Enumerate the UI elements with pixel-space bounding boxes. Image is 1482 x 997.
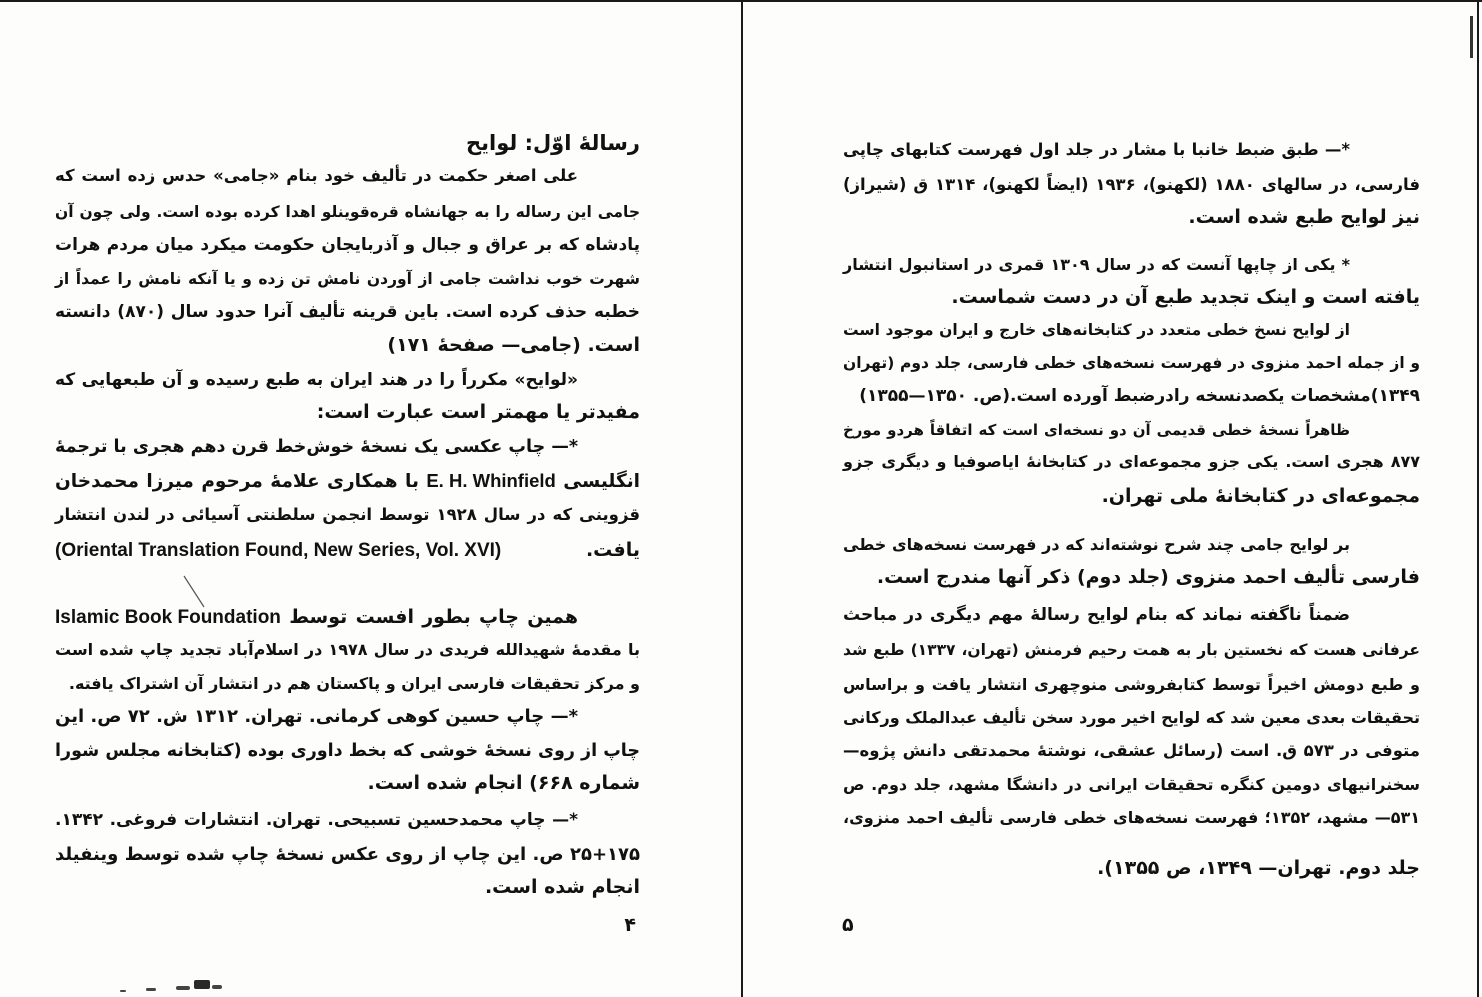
translator-name: E. H. Whinfield — [426, 470, 556, 491]
right-page-line-02: فارسی، در سالهای ۱۸۸۰ (لکهنو)، ۱۹۳۶ (ایضاً لکهنو)، ۱۳۱۴ ق (شیراز) — [843, 175, 1421, 194]
left-page-line-01: علی اصغر حکمت در تألیف خود بنام «جامی» حدس زده است که — [55, 166, 578, 185]
left-page-line-14: با مقدمهٔ شهیدالله فریدی در سال ۱۹۷۸ در اسلام‌آباد تجدید چاپ شده است — [55, 640, 641, 659]
left-page-line-15: و مرکز تحقیقات فارسی ایران و پاکستان هم در انتشار آن اشتراک یافته. — [68, 674, 640, 693]
right-page-line-09: ظاهراً نسخهٔ خطی قدیمی آن دو نسخه‌ای است که اتفاقاً هردو مورخ — [843, 421, 1350, 439]
left-page-line-08: مفیدتر یا مهمتر است عبارت است: — [316, 401, 640, 423]
right-page-line-12: بر لوایح جامی چند شرح نوشته‌اند که در فهرست نسخه‌های خطی — [843, 535, 1350, 554]
left-page-line-11: قزوینی که در سال ۱۹۲۸ توسط انجمن سلطنتی آسیائی در لندن انتشار — [55, 505, 641, 524]
left-page-line-18: شماره ۶۶۸) انجام شده است. — [367, 772, 640, 794]
left-page-line-13 — [55, 600, 578, 635]
series-citation: (Oriental Translation Found, New Series, Vol. XVI) — [55, 540, 502, 561]
left-page-line-06: است. (جامی— صفحهٔ ۱۷۱) — [387, 334, 640, 356]
page-number-left: ۴ — [624, 914, 636, 936]
left-page-line-10 — [55, 464, 640, 499]
left-page-line-17: چاپ از روی نسخهٔ خوشی که بخط داوری بوده (کتابخانه مجلس شورا — [55, 741, 640, 761]
right-page-line-04: * یکی از چاپها آنست که در سال ۱۳۰۹ قمری در استانبول انتشار — [843, 255, 1350, 274]
left-page-line-20: ۲۵+۱۷۵ ص. این چاپ از روی عکس نسخهٔ چاپ شده توسط وینفیلد — [55, 844, 640, 865]
scan-smudge — [116, 976, 236, 997]
right-page-line-19: سخنرانیهای دومین کنگره تحقیقات ایرانی در دانشگا مشهد، جلد دوم. ص — [843, 775, 1420, 794]
right-page-line-06: از لوایح نسخ خطی متعدد در کتابخانه‌های خارج و ایران موجود است — [843, 321, 1350, 339]
left-page-line-05: خطبه حذف کرده است. باین قرینه تألیف آنرا حدود سال (۸۷۰) دانسته — [55, 302, 640, 322]
gutter-line — [741, 0, 743, 997]
right-page-line-14: ضمناً ناگفته نماند که بنام لوایح رسالهٔ مهم دیگری در مباحث — [843, 605, 1350, 625]
right-page-line-13: فارسی تألیف احمد منزوی (جلد دوم) ذکر آنها مندرج است. — [876, 566, 1420, 588]
left-page-line-16: *— چاپ حسین کوهی کرمانی. تهران. ۱۳۱۲ ش. ۷۲ ص. این — [55, 706, 578, 727]
chapter-heading: رسالهٔ اوّل: لوایح — [465, 131, 640, 155]
right-edge-line — [1477, 0, 1479, 997]
right-page-line-07: و از جمله احمد منزوی در فهرست نسخه‌های خطی فارسی، جلد دوم (تهران — [843, 354, 1420, 372]
right-page-line-10: ۸۷۷ هجری است. یکی جزو مجموعه‌ای در کتابخانهٔ ایاصوفیا و دیگری جزو — [843, 452, 1420, 471]
publisher-name: Islamic Book Foundation — [55, 607, 281, 628]
page-number-right: ۵ — [842, 914, 854, 936]
left-page-line-03: پادشاه که بر عراق و جبال و آذربایجان حکومت میکرد میان مردم هرات — [55, 235, 640, 255]
line-text-start: همین چاپ بطور افست توسط — [289, 606, 578, 628]
right-page-line-21: جلد دوم. تهران— ۱۳۴۹، ص ۱۳۵۵). — [1097, 857, 1420, 879]
line-text-start: انگلیسی — [563, 471, 640, 492]
right-page-line-18: متوفی در ۵۷۳ ق. است (رسائل عشقی، نوشتهٔ محمدتقی دانش پژوه— — [843, 741, 1420, 760]
line-text-start: یافت. — [585, 539, 640, 561]
right-page-line-08: ۱۳۴۹)مشخصات یکصدنسخه رادرضبط آورده است.(ص. ۱۳۵۰—۱۳۵۵) — [859, 386, 1420, 406]
scan-artifact — [1470, 16, 1473, 58]
right-page-line-20: ۵۳۱— مشهد، ۱۳۵۲؛ فهرست نسخه‌های خطی فارسی تألیف احمد منزوی، — [843, 808, 1420, 827]
right-page-line-01: *— طبق ضبط خانبا با مشار در جلد اول فهرست کتابهای چاپی — [843, 140, 1350, 159]
right-page-line-05: یافته است و اینک تجدید طبع آن در دست شماست. — [951, 286, 1420, 308]
left-page-line-02: جامی این رساله را به جهانشاه قره‌قوینلو اهدا کرده بوده است. ولی چون آن — [55, 203, 640, 221]
left-page-line-19: *— چاپ محمدحسین تسبیحی. تهران. انتشارات فروغی. ۱۳۴۲. — [55, 810, 578, 830]
right-page-line-16: و طبع دومش اخیراً توسط کتابفروشی منوچهری انتشار یافت و براساس — [843, 675, 1420, 694]
left-page-line-12 — [55, 533, 640, 568]
left-page-line-09: *— چاپ عکسی یک نسخهٔ خوش‌خط قرن دهم هجری با ترجمهٔ — [55, 437, 578, 457]
line-text-end: با همکاری علامهٔ مرحوم میرزا محمدخان — [55, 471, 419, 492]
right-page-line-11: مجموعه‌ای در کتابخانهٔ ملی تهران. — [1101, 485, 1420, 507]
right-page-line-15: عرفانی هست که نخستین بار به همت رحیم فرمنش (تهران، ۱۳۳۷) طبع شد — [843, 641, 1420, 659]
right-page-line-03: نیز لوایح طبع شده است. — [1188, 206, 1420, 228]
left-page-line-21: انجام شده است. — [484, 876, 640, 898]
left-page-line-04: شهرت خوب نداشت جامی از آوردن نامش تن زده و یا آنکه نامش را عمداً از — [55, 270, 640, 288]
right-page-line-17: تحقیقات بعدی معین شد که لوایح اخیر مورد سخن تألیف عبدالملک ورکانی — [843, 708, 1420, 727]
left-page-line-07: «لوایح» مکرراً را در هند ایران به طبع رسیده و آن طبعهایی که — [55, 370, 578, 390]
